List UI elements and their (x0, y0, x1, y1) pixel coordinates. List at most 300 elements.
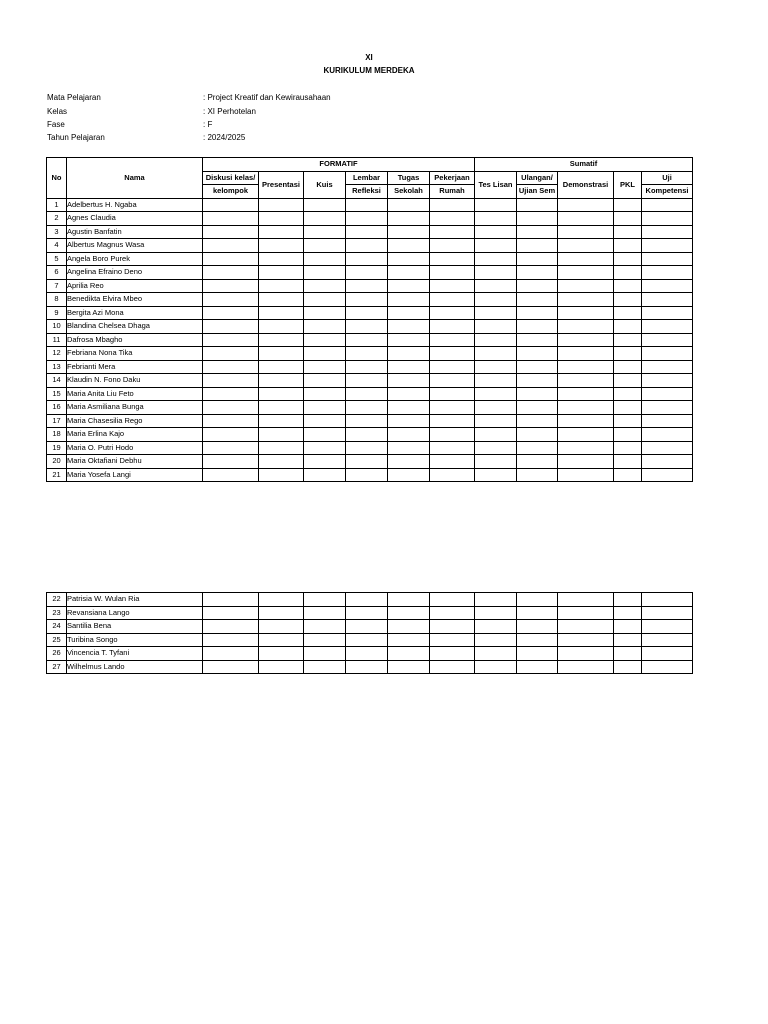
score-cell[interactable] (259, 360, 304, 374)
score-cell[interactable] (259, 266, 304, 280)
score-cell[interactable] (614, 428, 642, 442)
score-cell[interactable] (203, 320, 259, 334)
score-cell[interactable] (642, 360, 693, 374)
score-cell[interactable] (517, 293, 558, 307)
score-cell[interactable] (346, 428, 388, 442)
score-cell[interactable] (259, 647, 304, 661)
score-cell[interactable] (517, 428, 558, 442)
score-cell[interactable] (517, 347, 558, 361)
score-cell[interactable] (642, 252, 693, 266)
score-cell[interactable] (346, 320, 388, 334)
score-cell[interactable] (388, 660, 430, 674)
student-row (47, 414, 693, 428)
score-cell[interactable] (517, 633, 558, 647)
score-cell[interactable] (642, 633, 693, 647)
score-cell[interactable] (558, 347, 614, 361)
score-cell[interactable] (614, 468, 642, 482)
score-cell[interactable] (203, 347, 259, 361)
score-cell[interactable] (642, 225, 693, 239)
score-cell[interactable] (475, 374, 517, 388)
score-cell[interactable] (304, 455, 346, 469)
score-cell[interactable] (203, 279, 259, 293)
score-cell[interactable] (614, 660, 642, 674)
score-cell[interactable] (517, 455, 558, 469)
score-cell[interactable] (304, 320, 346, 334)
score-cell[interactable] (430, 441, 475, 455)
score-cell[interactable] (388, 593, 430, 607)
score-cell[interactable] (558, 279, 614, 293)
score-cell[interactable] (614, 374, 642, 388)
score-cell[interactable] (642, 212, 693, 226)
score-cell[interactable] (614, 252, 642, 266)
score-cell[interactable] (642, 414, 693, 428)
score-cell[interactable] (517, 239, 558, 253)
score-cell[interactable] (475, 606, 517, 620)
score-cell[interactable] (614, 387, 642, 401)
score-cell[interactable] (558, 606, 614, 620)
score-cell[interactable] (642, 374, 693, 388)
score-cell[interactable] (203, 593, 259, 607)
score-cell[interactable] (558, 647, 614, 661)
score-cell[interactable] (388, 239, 430, 253)
score-cell[interactable] (203, 306, 259, 320)
score-cell[interactable] (614, 414, 642, 428)
score-cell[interactable] (259, 620, 304, 634)
score-cell[interactable] (304, 293, 346, 307)
score-cell[interactable] (388, 198, 430, 212)
score-cell[interactable] (346, 225, 388, 239)
score-cell[interactable] (304, 360, 346, 374)
score-cell[interactable] (614, 239, 642, 253)
score-cell[interactable] (475, 252, 517, 266)
score-cell[interactable] (304, 606, 346, 620)
score-cell[interactable] (642, 593, 693, 607)
score-cell[interactable] (475, 212, 517, 226)
score-cell[interactable] (430, 225, 475, 239)
score-cell[interactable] (203, 225, 259, 239)
score-cell[interactable] (430, 606, 475, 620)
score-cell[interactable] (259, 455, 304, 469)
score-cell[interactable] (430, 401, 475, 415)
score-cell[interactable] (304, 239, 346, 253)
score-cell[interactable] (642, 455, 693, 469)
score-cell[interactable] (388, 455, 430, 469)
score-cell[interactable] (430, 468, 475, 482)
score-cell[interactable] (475, 198, 517, 212)
score-cell[interactable] (203, 239, 259, 253)
score-cell[interactable] (517, 252, 558, 266)
score-cell[interactable] (614, 320, 642, 334)
score-cell[interactable] (259, 593, 304, 607)
score-cell[interactable] (475, 347, 517, 361)
score-cell[interactable] (203, 441, 259, 455)
score-cell[interactable] (388, 606, 430, 620)
score-cell[interactable] (203, 374, 259, 388)
score-cell[interactable] (304, 212, 346, 226)
score-cell[interactable] (614, 225, 642, 239)
score-cell[interactable] (614, 198, 642, 212)
score-cell[interactable] (346, 401, 388, 415)
score-cell[interactable] (346, 212, 388, 226)
score-cell[interactable] (475, 414, 517, 428)
score-cell[interactable] (430, 593, 475, 607)
score-cell[interactable] (346, 633, 388, 647)
score-cell[interactable] (388, 252, 430, 266)
score-cell[interactable] (304, 374, 346, 388)
score-cell[interactable] (430, 374, 475, 388)
score-cell[interactable] (388, 225, 430, 239)
score-cell[interactable] (430, 455, 475, 469)
score-cell[interactable] (517, 225, 558, 239)
score-cell[interactable] (388, 387, 430, 401)
score-cell[interactable] (203, 428, 259, 442)
score-cell[interactable] (388, 401, 430, 415)
score-cell[interactable] (642, 293, 693, 307)
score-cell[interactable] (517, 468, 558, 482)
score-cell[interactable] (203, 660, 259, 674)
score-cell[interactable] (475, 647, 517, 661)
score-cell[interactable] (558, 333, 614, 347)
score-cell[interactable] (517, 593, 558, 607)
score-cell[interactable] (259, 660, 304, 674)
score-cell[interactable] (517, 266, 558, 280)
score-cell[interactable] (642, 387, 693, 401)
score-cell[interactable] (346, 414, 388, 428)
student-row (47, 374, 693, 388)
score-cell[interactable] (517, 620, 558, 634)
score-cell[interactable] (346, 660, 388, 674)
score-cell[interactable] (259, 633, 304, 647)
score-cell[interactable] (558, 468, 614, 482)
score-cell[interactable] (203, 414, 259, 428)
score-cell[interactable] (430, 266, 475, 280)
score-cell[interactable] (388, 347, 430, 361)
score-cell[interactable] (203, 606, 259, 620)
score-cell[interactable] (558, 293, 614, 307)
score-cell[interactable] (203, 360, 259, 374)
score-cell[interactable] (304, 620, 346, 634)
score-cell[interactable] (642, 620, 693, 634)
score-cell[interactable] (304, 414, 346, 428)
score-cell[interactable] (517, 414, 558, 428)
score-cell[interactable] (642, 279, 693, 293)
score-cell[interactable] (642, 347, 693, 361)
score-cell[interactable] (346, 620, 388, 634)
score-cell[interactable] (558, 401, 614, 415)
score-cell[interactable] (475, 293, 517, 307)
score-cell[interactable] (388, 468, 430, 482)
score-cell[interactable] (430, 647, 475, 661)
score-cell[interactable] (430, 306, 475, 320)
score-cell[interactable] (203, 293, 259, 307)
score-cell[interactable] (259, 606, 304, 620)
score-cell[interactable] (259, 387, 304, 401)
score-cell[interactable] (430, 252, 475, 266)
score-cell[interactable] (203, 252, 259, 266)
score-cell[interactable] (259, 441, 304, 455)
score-cell[interactable] (430, 620, 475, 634)
score-cell[interactable] (642, 441, 693, 455)
score-cell[interactable] (517, 360, 558, 374)
score-cell[interactable] (259, 401, 304, 415)
score-cell[interactable] (203, 468, 259, 482)
score-cell[interactable] (430, 660, 475, 674)
score-cell[interactable] (388, 279, 430, 293)
score-cell[interactable] (259, 293, 304, 307)
score-cell[interactable] (614, 279, 642, 293)
score-cell[interactable] (259, 414, 304, 428)
score-cell[interactable] (558, 374, 614, 388)
score-cell[interactable] (642, 647, 693, 661)
score-cell[interactable] (517, 441, 558, 455)
score-cell[interactable] (475, 441, 517, 455)
score-cell[interactable] (430, 239, 475, 253)
score-cell[interactable] (346, 266, 388, 280)
score-cell[interactable] (475, 455, 517, 469)
score-cell[interactable] (475, 593, 517, 607)
score-cell[interactable] (304, 387, 346, 401)
score-cell[interactable] (517, 374, 558, 388)
score-cell[interactable] (203, 266, 259, 280)
score-cell[interactable] (475, 660, 517, 674)
score-cell[interactable] (259, 468, 304, 482)
score-cell[interactable] (558, 633, 614, 647)
score-cell[interactable] (475, 333, 517, 347)
score-cell[interactable] (259, 428, 304, 442)
score-cell[interactable] (203, 647, 259, 661)
score-cell[interactable] (388, 293, 430, 307)
score-cell[interactable] (346, 279, 388, 293)
score-cell[interactable] (346, 374, 388, 388)
score-cell[interactable] (558, 593, 614, 607)
score-cell[interactable] (642, 266, 693, 280)
score-cell[interactable] (614, 333, 642, 347)
score-cell[interactable] (614, 306, 642, 320)
score-cell[interactable] (430, 633, 475, 647)
score-cell[interactable] (203, 633, 259, 647)
score-cell[interactable] (614, 455, 642, 469)
score-cell[interactable] (642, 306, 693, 320)
score-cell[interactable] (517, 401, 558, 415)
score-cell[interactable] (259, 374, 304, 388)
score-cell[interactable] (388, 333, 430, 347)
score-cell[interactable] (346, 468, 388, 482)
score-cell[interactable] (430, 198, 475, 212)
score-cell[interactable] (346, 455, 388, 469)
score-cell[interactable] (259, 198, 304, 212)
score-cell[interactable] (430, 428, 475, 442)
score-cell[interactable] (614, 293, 642, 307)
score-cell[interactable] (642, 660, 693, 674)
score-cell[interactable] (614, 360, 642, 374)
score-cell[interactable] (259, 306, 304, 320)
score-cell[interactable] (475, 360, 517, 374)
score-cell[interactable] (558, 306, 614, 320)
score-cell[interactable] (388, 620, 430, 634)
score-cell[interactable] (614, 212, 642, 226)
score-cell[interactable] (558, 428, 614, 442)
score-cell[interactable] (304, 441, 346, 455)
score-cell[interactable] (304, 198, 346, 212)
score-cell[interactable] (304, 633, 346, 647)
score-cell[interactable] (346, 239, 388, 253)
score-cell[interactable] (304, 252, 346, 266)
score-cell[interactable] (430, 333, 475, 347)
score-cell[interactable] (304, 333, 346, 347)
score-cell[interactable] (558, 252, 614, 266)
score-cell[interactable] (475, 620, 517, 634)
score-cell[interactable] (475, 633, 517, 647)
score-cell[interactable] (475, 279, 517, 293)
score-cell[interactable] (430, 320, 475, 334)
score-cell[interactable] (346, 593, 388, 607)
score-cell[interactable] (430, 279, 475, 293)
score-cell[interactable] (558, 660, 614, 674)
score-cell[interactable] (430, 387, 475, 401)
score-cell[interactable] (558, 387, 614, 401)
score-cell[interactable] (475, 387, 517, 401)
score-cell[interactable] (346, 347, 388, 361)
score-cell[interactable] (642, 320, 693, 334)
score-cell[interactable] (259, 252, 304, 266)
score-cell[interactable] (304, 428, 346, 442)
score-cell[interactable] (558, 212, 614, 226)
score-cell[interactable] (475, 266, 517, 280)
score-cell[interactable] (614, 441, 642, 455)
score-cell[interactable] (203, 455, 259, 469)
score-cell[interactable] (388, 647, 430, 661)
score-cell[interactable] (388, 212, 430, 226)
score-cell[interactable] (304, 468, 346, 482)
score-cell[interactable] (388, 428, 430, 442)
score-cell[interactable] (203, 620, 259, 634)
score-cell[interactable] (346, 360, 388, 374)
score-cell[interactable] (388, 266, 430, 280)
score-cell[interactable] (558, 320, 614, 334)
score-cell[interactable] (430, 293, 475, 307)
score-cell[interactable] (517, 606, 558, 620)
score-cell[interactable] (203, 401, 259, 415)
score-cell[interactable] (517, 647, 558, 661)
score-cell[interactable] (475, 225, 517, 239)
score-cell[interactable] (430, 347, 475, 361)
score-cell[interactable] (259, 212, 304, 226)
score-cell[interactable] (517, 306, 558, 320)
score-cell[interactable] (259, 239, 304, 253)
score-cell[interactable] (642, 198, 693, 212)
score-cell[interactable] (304, 593, 346, 607)
score-cell[interactable] (203, 387, 259, 401)
score-cell[interactable] (475, 468, 517, 482)
score-cell[interactable] (614, 633, 642, 647)
score-cell[interactable] (614, 647, 642, 661)
score-cell[interactable] (430, 360, 475, 374)
score-cell[interactable] (475, 239, 517, 253)
score-cell[interactable] (642, 428, 693, 442)
score-cell[interactable] (430, 414, 475, 428)
score-cell[interactable] (259, 320, 304, 334)
score-cell[interactable] (614, 401, 642, 415)
score-cell[interactable] (475, 306, 517, 320)
score-cell[interactable] (517, 333, 558, 347)
score-cell[interactable] (614, 620, 642, 634)
score-cell[interactable] (558, 414, 614, 428)
score-cell[interactable] (475, 428, 517, 442)
score-cell[interactable] (558, 239, 614, 253)
score-cell[interactable] (203, 333, 259, 347)
score-cell[interactable] (642, 606, 693, 620)
score-cell[interactable] (558, 360, 614, 374)
score-cell[interactable] (614, 266, 642, 280)
score-cell[interactable] (614, 606, 642, 620)
score-cell[interactable] (346, 606, 388, 620)
score-cell[interactable] (517, 660, 558, 674)
score-cell[interactable] (517, 279, 558, 293)
score-cell[interactable] (558, 455, 614, 469)
score-cell[interactable] (517, 212, 558, 226)
score-cell[interactable] (642, 468, 693, 482)
score-cell[interactable] (304, 225, 346, 239)
student-name: Dafrosa Mbagho (67, 333, 203, 347)
score-cell[interactable] (642, 401, 693, 415)
score-cell[interactable] (388, 320, 430, 334)
score-cell[interactable] (558, 620, 614, 634)
score-cell[interactable] (304, 306, 346, 320)
score-cell[interactable] (304, 266, 346, 280)
score-cell[interactable] (558, 198, 614, 212)
score-cell[interactable] (346, 198, 388, 212)
score-cell[interactable] (346, 306, 388, 320)
score-cell[interactable] (558, 441, 614, 455)
score-cell[interactable] (517, 387, 558, 401)
score-cell[interactable] (346, 252, 388, 266)
score-cell[interactable] (346, 293, 388, 307)
score-cell[interactable] (475, 320, 517, 334)
score-cell[interactable] (304, 647, 346, 661)
score-cell[interactable] (304, 401, 346, 415)
score-cell[interactable] (259, 225, 304, 239)
score-cell[interactable] (259, 279, 304, 293)
score-cell[interactable] (304, 660, 346, 674)
score-cell[interactable] (203, 212, 259, 226)
score-cell[interactable] (346, 647, 388, 661)
score-cell[interactable] (346, 387, 388, 401)
score-cell[interactable] (203, 198, 259, 212)
score-cell[interactable] (517, 198, 558, 212)
score-cell[interactable] (430, 212, 475, 226)
score-cell[interactable] (614, 593, 642, 607)
score-cell[interactable] (642, 239, 693, 253)
score-cell[interactable] (475, 401, 517, 415)
score-cell[interactable] (304, 347, 346, 361)
score-cell[interactable] (388, 360, 430, 374)
score-cell[interactable] (388, 441, 430, 455)
score-cell[interactable] (388, 633, 430, 647)
score-cell[interactable] (388, 414, 430, 428)
score-cell[interactable] (558, 266, 614, 280)
score-cell[interactable] (304, 279, 346, 293)
score-cell[interactable] (558, 225, 614, 239)
score-cell[interactable] (346, 333, 388, 347)
score-cell[interactable] (517, 320, 558, 334)
score-cell[interactable] (346, 441, 388, 455)
score-cell[interactable] (259, 347, 304, 361)
score-cell[interactable] (642, 333, 693, 347)
score-cell[interactable] (259, 333, 304, 347)
score-cell[interactable] (388, 374, 430, 388)
score-cell[interactable] (388, 306, 430, 320)
score-cell[interactable] (614, 347, 642, 361)
